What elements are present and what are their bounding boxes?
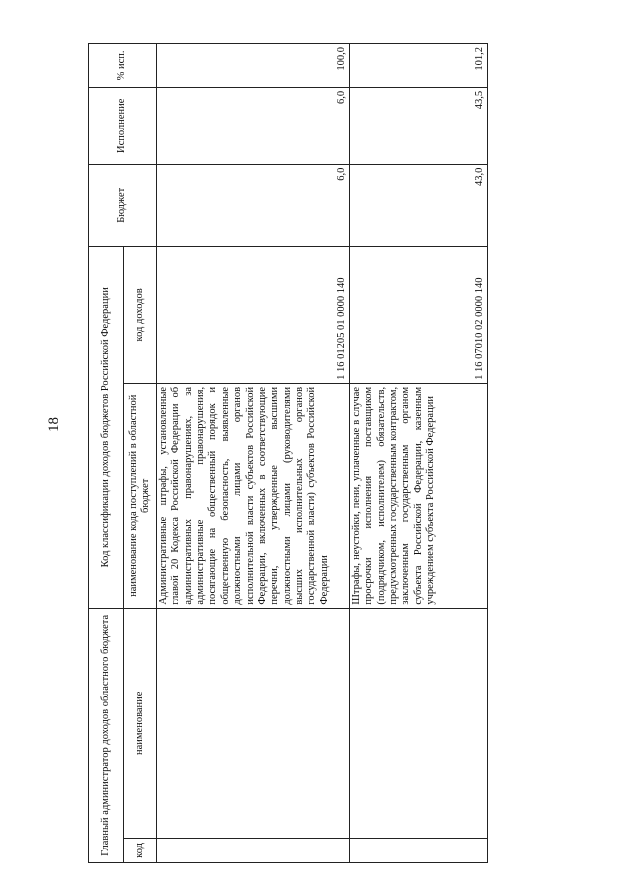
header-name: наименование	[124, 608, 157, 838]
cell-execution: 6,0	[156, 87, 349, 164]
cell-percent: 100,0	[156, 44, 349, 88]
header-row-1	[89, 44, 124, 863]
rotated-table-container	[88, 43, 488, 863]
cell-code	[156, 838, 349, 862]
header-percent: % исп.	[89, 44, 157, 88]
page-number: 18	[46, 417, 62, 432]
cell-income-code: 1 16 07010 02 0000 140	[349, 246, 487, 383]
header-admin-group: Главный администратор доходов областного бюджета	[89, 608, 124, 862]
header-code: код	[124, 838, 157, 862]
cell-income-code-name: Административные штрафы, установленные главой 20 Кодекса Российской Федерации об административных правонарушениях, за административные правонарушения, посягающие на общественный порядок и общественную безопасность, выявленные должностными лицами органов исполнительной власти субъектов Российской Федерации, включенных в соответствующие перечни, утвержденные высшими должностными лицами (руководителями высших исполнительных органов государственной власти) субъектов Российской Федерации	[156, 383, 349, 608]
cell-name	[156, 608, 349, 838]
header-execution: Исполнение	[89, 87, 157, 164]
cell-execution: 43,5	[349, 87, 487, 164]
table-row	[156, 44, 349, 863]
header-income-code-name: наименование кода поступлений в областной бюджет	[124, 383, 157, 608]
cell-budget: 6,0	[156, 164, 349, 246]
cell-percent: 101,2	[349, 44, 487, 88]
cell-code	[349, 838, 487, 862]
cell-income-code-name: Штрафы, неустойки, пени, уплаченные в случае просрочки исполнения поставщиком (подрядчиком, исполнителем) обязательств, предусмотренных государственным контрактом, заключенным государственным органом субъекта Российской Федерации, казенным учреждением субъекта Российской Федерации	[349, 383, 487, 608]
income-classification-table	[88, 43, 488, 863]
cell-income-code: 1 16 01205 01 0000 140	[156, 246, 349, 383]
table-row	[349, 44, 487, 863]
header-income-code: код доходов	[124, 246, 157, 383]
header-budget: Бюджет	[89, 164, 157, 246]
header-classification-group: Код классификации доходов бюджетов Российской Федерации	[89, 246, 124, 608]
cell-name	[349, 608, 487, 838]
cell-budget: 43,0	[349, 164, 487, 246]
